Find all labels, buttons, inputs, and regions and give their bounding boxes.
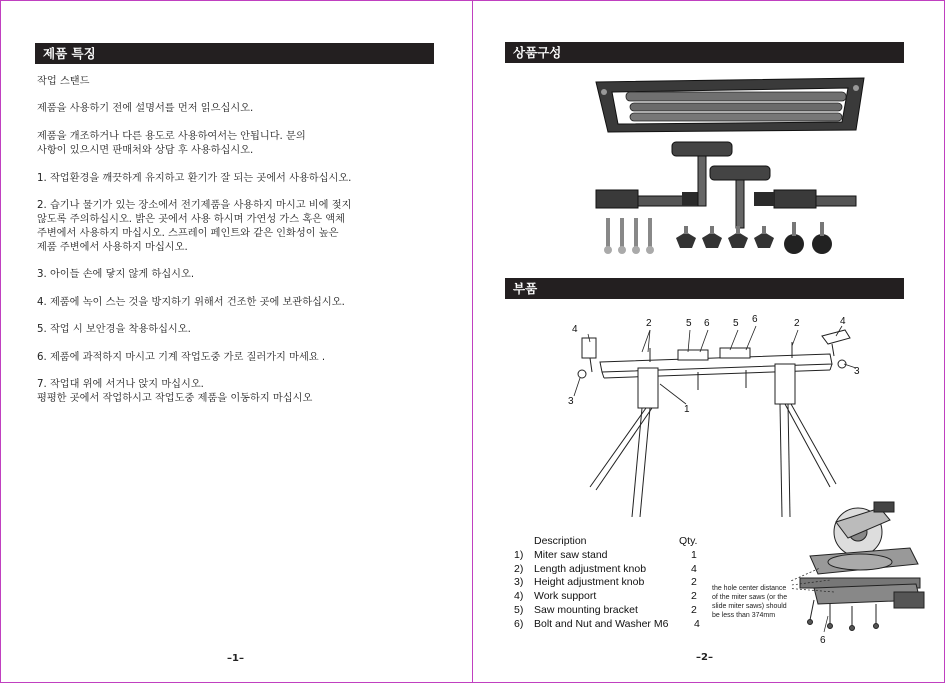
section-heading-contents: 상품구성 [505, 42, 904, 63]
part-qty: 2 [691, 576, 697, 589]
part-description: Height adjustment knob [534, 576, 645, 589]
callout-6-leader [824, 616, 828, 632]
product-contents-illustration [586, 72, 876, 262]
page-number: –2– [696, 652, 713, 663]
knobs [676, 222, 832, 254]
callout-3-left: 3 [568, 396, 574, 407]
paragraph-read-manual: 제품을 사용하기 전에 설명서를 먼저 읽으십시오. [37, 103, 254, 114]
part-number: 5) [514, 603, 524, 616]
page-number: –1– [227, 653, 244, 664]
paragraph-item-1: 1. 작업환경을 깨끗하게 유지하고 환기가 잘 되는 곳에서 사용하십시오. [37, 173, 352, 184]
callout-2-right: 2 [794, 318, 800, 329]
paragraph-item-2: 2. 습기나 물기가 있는 장소에서 전기제품을 사용하지 마시고 비에 젖지 않도록 주의하십시오. 밝은 곳에서 사용 하시며 가연성 가스 혹은 액체 주변에서 사용하지 마십시오. 스프레이 페인트와 같은 인화성이 높은 제품 주변에서 사용하지 마십시오. [37, 200, 352, 253]
paragraph-title: 작업 스탠드 [37, 76, 90, 87]
work-supports [672, 142, 770, 228]
callout-6-saw: 6 [820, 635, 826, 646]
part-qty: 4 [691, 562, 697, 575]
stand-line-drawing [578, 330, 850, 517]
parts-list-header [514, 535, 724, 549]
part-number: 2) [514, 562, 524, 575]
callout-5-left: 5 [686, 318, 692, 329]
section-heading-parts: 부품 [505, 278, 904, 299]
parts-diagram [560, 312, 880, 522]
part-qty: 2 [691, 590, 697, 603]
paragraph-item-6: 6. 제품에 과적하지 마시고 기계 작업도중 가로 질러가지 마세요 . [37, 352, 326, 363]
callout-3-right: 3 [854, 366, 860, 377]
parts-list-item [514, 549, 724, 563]
parts-list-item [514, 563, 724, 577]
callout-1: 1 [684, 404, 690, 415]
part-description: Saw mounting bracket [534, 603, 638, 616]
callout-2-left: 2 [646, 318, 652, 329]
paragraph-item-3: 3. 아이들 손에 닿지 않게 하십시오. [37, 269, 195, 280]
section-heading-features: 제품 특징 [35, 43, 434, 64]
miter-saw-drawing [800, 502, 924, 631]
part-number: 1) [514, 548, 524, 561]
bolts [604, 218, 654, 254]
part-qty: 4 [694, 617, 700, 630]
parts-list-item [514, 604, 724, 618]
paragraph-item-7: 7. 작업대 위에 서거나 앉지 마십시오. 평평한 곳에서 작업하시고 작업도중 제품을 이동하지 마십시오 [37, 379, 313, 404]
left-page [0, 0, 473, 683]
part-description: Work support [534, 590, 597, 603]
parts-list-item [514, 576, 724, 590]
hole-distance-note: the hole center distance of the miter saws (or the slide miter saws) should be less than 374mm [712, 585, 788, 619]
part-number: 3) [514, 576, 524, 589]
qty-header: Qty. [679, 535, 698, 547]
stand-frame [596, 78, 864, 132]
paragraph-item-4: 4. 제품에 녹이 스는 것을 방지하기 위해서 건조한 곳에 보관하십시오. [37, 297, 345, 308]
paragraph-item-5: 5. 작업 시 보안경을 착용하십시오. [37, 324, 191, 335]
part-description: Bolt and Nut and Washer M6 [534, 617, 669, 630]
callout-6-right: 6 [752, 314, 758, 325]
part-qty: 2 [691, 603, 697, 616]
callout-6-left: 6 [704, 318, 710, 329]
part-description: Length adjustment knob [534, 562, 647, 575]
part-description: Miter saw stand [534, 548, 608, 561]
miter-saw-mounting-illustration [790, 492, 930, 647]
mounting-brackets [596, 190, 856, 208]
callout-4-left: 4 [572, 324, 578, 335]
paragraph-no-modify: 제품을 개조하거나 다른 용도로 사용하여서는 안됩니다. 문의 사항이 있으시면 판매처와 상담 후 사용하십시오. [37, 131, 306, 156]
parts-list [514, 535, 724, 632]
part-qty: 1 [691, 548, 697, 561]
parts-list-item [514, 590, 724, 604]
description-header: Description [534, 535, 587, 547]
parts-list-item [514, 618, 724, 632]
part-number: 4) [514, 590, 524, 603]
part-number: 6) [514, 617, 524, 630]
callout-5-right: 5 [733, 318, 739, 329]
callout-4-right: 4 [840, 316, 846, 327]
